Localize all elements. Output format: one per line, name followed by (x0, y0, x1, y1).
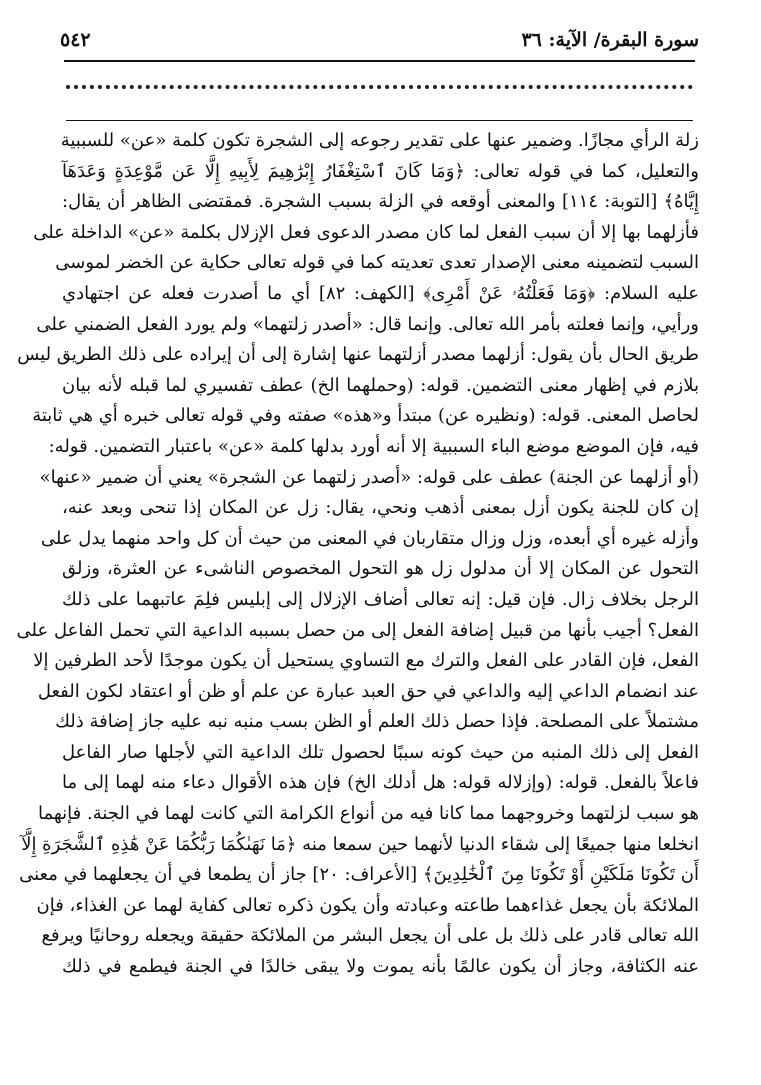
text-divider (66, 120, 693, 121)
text-line: فاعلاً بالفعل. قوله: (وإزلاله قوله: هل أدلك الخ) فإن هذه الأقوال دعاء منه لهما إلى ما (62, 772, 699, 794)
text-line: إن كان للجنة يكون أزل بمعنى أذهب ونحي، يقال: زل عن المكان إذا تنحى وبعد عنه، (62, 497, 699, 519)
text-line: عليه السلام: ﴿وَمَا فَعَلْتُهُۥ عَنْ أَمْرِى﴾ [الكهف: ٨٢] أي ما أصدرت فعله عن اجتهادي (62, 282, 699, 304)
text-line: فيه، فإن الموضع موضع الباء السببية إلا أنه أورد بدلها كلمة «عن» باعتبار التضمين. قوله: (48, 435, 699, 457)
text-line: هو سبب لزلتهما وخروجهما مما كانا فيه من أنواع الكرامة التي كانت لهما في الجنة. فإنهما (37, 803, 699, 825)
text-line: الملائكة بأن يجعل غذاءهما طاعته وعبادته وأن يكون ذكره تعالى كفاية لهما عن الغذاء، فإن (36, 894, 699, 916)
text-line: عنه الكثافة، وجاز أن يكون عالمًا بأنه يموت ولا يبقى خالدًا في الجنة فيطمع في ذلك (62, 956, 699, 978)
page-header (60, 24, 699, 56)
page-number: ٥٤٢ (60, 29, 91, 51)
text-line: ورأيي، وإنما فعلته بأمر الله تعالى. وإنما قال: «أصدر زلتهما» ولم يورد الفعل الضمني على (36, 313, 699, 335)
text-line: فأزلهما بها إلا أن سبب الفعل لما كان مصدر الدعوى فعل الإزلال بكلمة «عن» الداخلة على (33, 221, 699, 243)
text-line: مشتملاً على المصلحة. فإذا حصل ذلك العلم أو الظن بسب منبه نبه عليه جاز إضافة ذلك (55, 711, 699, 733)
text-line: والتعليل، كما في قوله تعالى: ﴿وَمَا كَانَ ٱسْتِغْفَارُ إِبْرَٰهِيمَ لِأَبِيهِ إِلَّا عَن مَّوْعِدَةٍ وَعَدَهَآ (62, 160, 699, 182)
text-line: زلة الرأي مجازًا. وضمير عنها على تقدير رجوعه إلى الشجرة تكون كلمة «عن» للسببية (60, 130, 699, 151)
text-line: انخلعا منها جميعًا إلى شقاء الدنيا لأنهما حين سمعا منه ﴿مَا نَهَىٰكُمَا رَبُّكُمَا عَنْ هَٰذِهِ ٱلشَّجَرَةِ إِلَّآ (21, 833, 699, 855)
text-line: طريق الحال بأن يقول: أزلهما مصدر أزلتهما عنها إشارة إلى أن إيراده على ذلك الطريق ليس (17, 344, 699, 366)
text-line: إِيَّاهُ﴾ [التوبة: ١١٤] والمعنى أوقعه في الزلة بسبب الشجرة. فمقتضى الظاهر أن يقال: (62, 191, 699, 213)
text-line: السبب لتضمينه معنى الإصدار تعدى تعديته كما في قوله تعالى حكاية عن الخضر لموسى (55, 252, 699, 274)
text-line: الله تعالى قادر على ذلك بل على أن يجعل البشر من الملائكة حقيقة ويجعله روحانيًا ويرفع (41, 925, 699, 947)
text-line: (أو أزلهما عن الجنة) عطف على قوله: «أصدر زلتهما عن الشجرة» يعني أن ضمير «عنها» (39, 466, 699, 488)
surah-label: سورة البقرة/ الآية: ٣٦ (521, 29, 699, 51)
header-rule (64, 60, 695, 62)
text-line: الفعل؟ أجيب بأنها من قبيل إضافة الفعل إلى من حصل بسببه الداعية التي تحمل الفاعل على (16, 619, 699, 641)
text-line: الفعل إلى ذلك المنبه من حيث كونه سببًا لحصول تلك الداعية التي لأجلها صار الفاعل (62, 741, 699, 763)
footnote-dotted-line (66, 85, 693, 89)
text-line: التحول عن المكان إلا أن مدلول زل هو التحول المخصوص الناشىء عن العثرة، وزلق (62, 558, 699, 580)
text-line: الرجل بخلاف زال. فإن قيل: إنه تعالى أضاف الإزلال إلى إبليس فلِمَ عاتبهما على ذلك (62, 588, 699, 610)
text-line: عند انضمام الداعي إليه والداعي في حق العبد عبارة عن علم أو ظن أو اعتقاد لكون الفعل (37, 680, 699, 702)
commentary-text (16, 126, 699, 983)
text-line: بلازم في إظهار معنى التضمين. قوله: (وحملهما الخ) عطف تفسيري لما قبله لأنه بيان (62, 374, 699, 396)
text-line: أَن تَكُونَا مَلَكَيْنِ أَوْ تَكُونَا مِنَ ٱلْخَٰلِدِينَ﴾ [الأعراف: ٢٠] جاز أن يطمعا في أن يجعلهما في معنى (19, 864, 699, 886)
text-line: وأزله غيره أي أبعده، وزل وزال متقاربان في المعنى من حيث أن كل واحد منهما يدل على (40, 527, 699, 549)
text-line: الفعل، فإن القادر على الفعل والترك مع التساوي يستحيل أن يكون موجدًا لأحد الطرفين إلا (33, 650, 699, 672)
text-line: لحاصل المعنى. قوله: (ونظيره عن) مبتدأ و«هذه» صفته وفي قوله تعالى خبره أي هي ثابتة (32, 405, 699, 427)
